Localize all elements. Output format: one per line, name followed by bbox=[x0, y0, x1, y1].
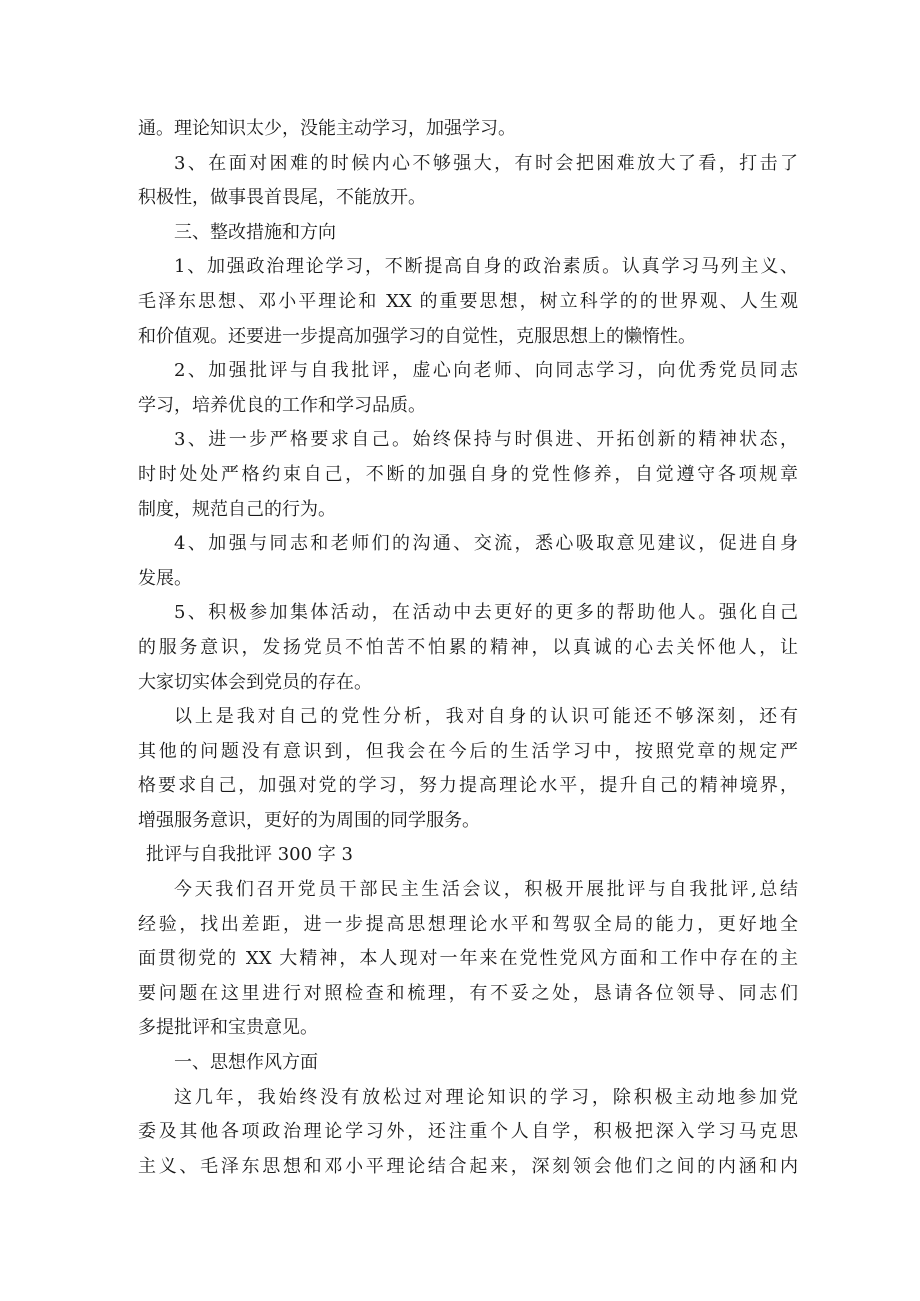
text-line: 和价值观。还要进一步提高加强学习的自觉性，克服思想上的懒惰性。 bbox=[138, 325, 696, 347]
text-line: 大家切实体会到党员的存在。 bbox=[138, 671, 372, 693]
text-line: 通。理论知识太少，没能主动学习，加强学习。 bbox=[138, 118, 516, 139]
text-line: 其他的问题没有意识到，但我会在今后的生活学习中，按照党章的规定严 bbox=[138, 740, 798, 762]
text-line: 这几年，我始终没有放松过对理论知识的学习，除积极主动地参加党 bbox=[174, 1086, 798, 1108]
text-line: 主义、毛泽东思想和邓小平理论结合起来，深刻领会他们之间的内涵和内 bbox=[138, 1155, 798, 1177]
document-body bbox=[138, 112, 798, 1184]
text-line: 时时处处严格约束自己，不断的加强自身的党性修养，自觉遵守各项规章 bbox=[138, 463, 798, 485]
text-line: 积极性，做事畏首畏尾，不能放开。 bbox=[138, 187, 426, 209]
text-line: 以上是我对自己的党性分析，我对自身的认识可能还不够深刻，还有 bbox=[174, 706, 798, 728]
text-line: 3、进一步严格要求自己。始终保持与时俱进、开拓创新的精神状态， bbox=[174, 429, 798, 451]
text-line: 4、加强与同志和老师们的沟通、交流，悉心吸取意见建议，促进自身 bbox=[174, 533, 798, 555]
text-line: 面贯彻党的 XX 大精神，本人现对一年来在党性党风方面和工作中存在的主 bbox=[138, 948, 798, 970]
text-line: 5、积极参加集体活动，在活动中去更好的更多的帮助他人。强化自己 bbox=[174, 602, 798, 624]
text-line: 毛泽东思想、邓小平理论和 XX 的重要思想，树立科学的的世界观、人生观 bbox=[138, 290, 798, 312]
section-heading: 批评与自我批评 300 字 3 bbox=[146, 844, 353, 866]
text-line: 三、整改措施和方向 bbox=[174, 221, 336, 243]
text-line: 经验，找出差距，进一步提高思想理论水平和驾驭全局的能力，更好地全 bbox=[138, 913, 798, 935]
text-line: 增强服务意识，更好的为周围的同学服务。 bbox=[138, 809, 480, 831]
text-line: 制度，规范自己的行为。 bbox=[138, 498, 336, 520]
text-line: 2、加强批评与自我批评，虚心向老师、向同志学习，向优秀党员同志 bbox=[174, 360, 798, 382]
text-line: 3、在面对困难的时候内心不够强大，有时会把困难放大了看，打击了 bbox=[174, 152, 798, 174]
text-line: 委及其他各项政治理论学习外，还注重个人自学，积极把深入学习马克思 bbox=[138, 1121, 798, 1143]
text-line: 一、思想作风方面 bbox=[174, 1052, 318, 1074]
text-line: 1、加强政治理论学习，不断提高自身的政治素质。认真学习马列主义、 bbox=[174, 256, 798, 278]
text-line: 的服务意识，发扬党员不怕苦不怕累的精神，以真诚的心去关怀他人，让 bbox=[138, 636, 798, 658]
text-line: 多提批评和宝贵意见。 bbox=[138, 1017, 318, 1039]
text-line: 发展。 bbox=[138, 567, 192, 589]
text-line: 要问题在这里进行对照检查和梳理，有不妥之处，恳请各位领导、同志们 bbox=[138, 982, 798, 1004]
text-line: 今天我们召开党员干部民主生活会议，积极开展批评与自我批评,总结 bbox=[174, 879, 798, 901]
text-line: 学习，培养优良的工作和学习品质。 bbox=[138, 394, 426, 416]
text-line: 格要求自己，加强对党的学习，努力提高理论水平，提升自己的精神境界， bbox=[138, 775, 798, 797]
